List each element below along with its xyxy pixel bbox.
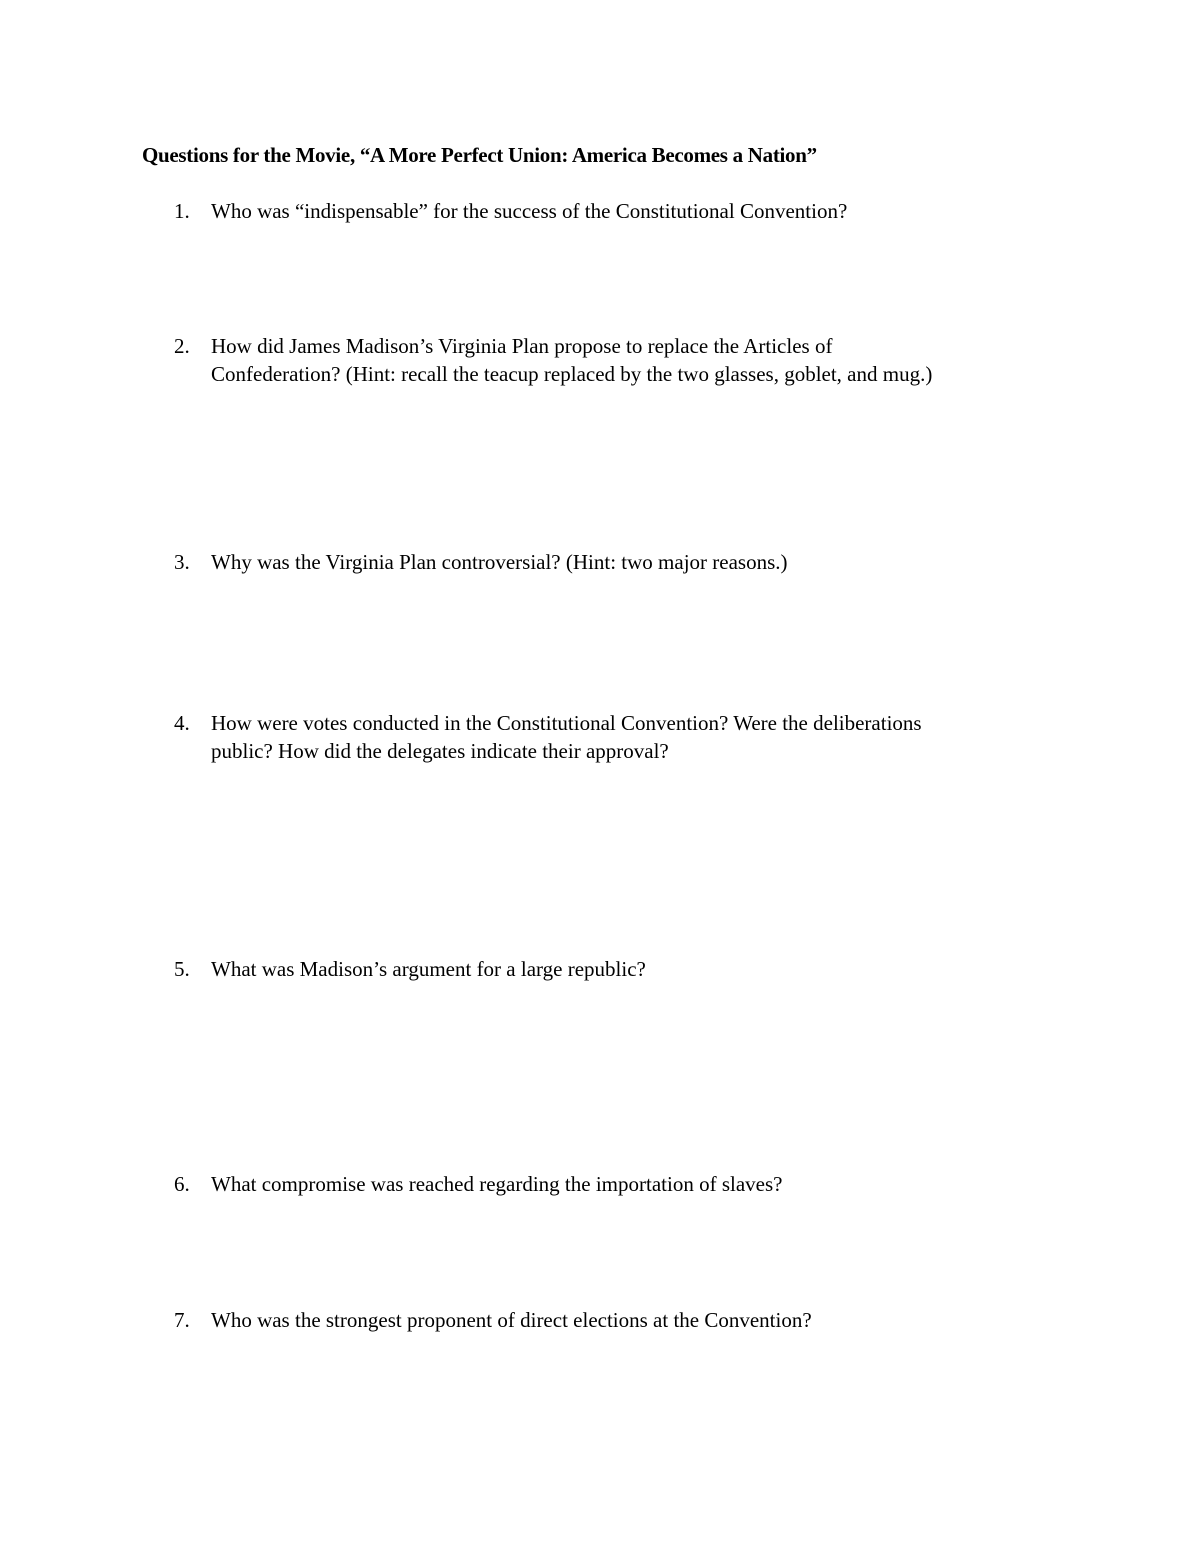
question-text: Who was “indispensable” for the success of the Constitutional Convention? (211, 199, 848, 223)
question-text: What compromise was reached regarding the importation of slaves? (211, 1172, 783, 1196)
question-number: 1. (174, 199, 190, 223)
question-text: What was Madison’s argument for a large republic? (211, 957, 646, 981)
question-text: Why was the Virginia Plan controversial? (Hint: two major reasons.) (211, 550, 788, 574)
question-text: How did James Madison’s Virginia Plan propose to replace the Articles of Confederation? (Hint: recall the teacup replaced by the two glasses, goblet, and mug.) (211, 334, 933, 386)
question-number: 4. (174, 711, 190, 735)
page-title: Questions for the Movie, “A More Perfect Union: America Becomes a Nation” (142, 143, 817, 167)
question-number: 7. (174, 1308, 190, 1332)
question-number: 2. (174, 334, 190, 358)
question-text: Who was the strongest proponent of direct elections at the Convention? (211, 1308, 812, 1332)
question-text: How were votes conducted in the Constitutional Convention? Were the deliberations public? How did the delegates indicate their approval? (211, 711, 922, 763)
question-number: 5. (174, 957, 190, 981)
question-number: 3. (174, 550, 190, 574)
question-number: 6. (174, 1172, 190, 1196)
